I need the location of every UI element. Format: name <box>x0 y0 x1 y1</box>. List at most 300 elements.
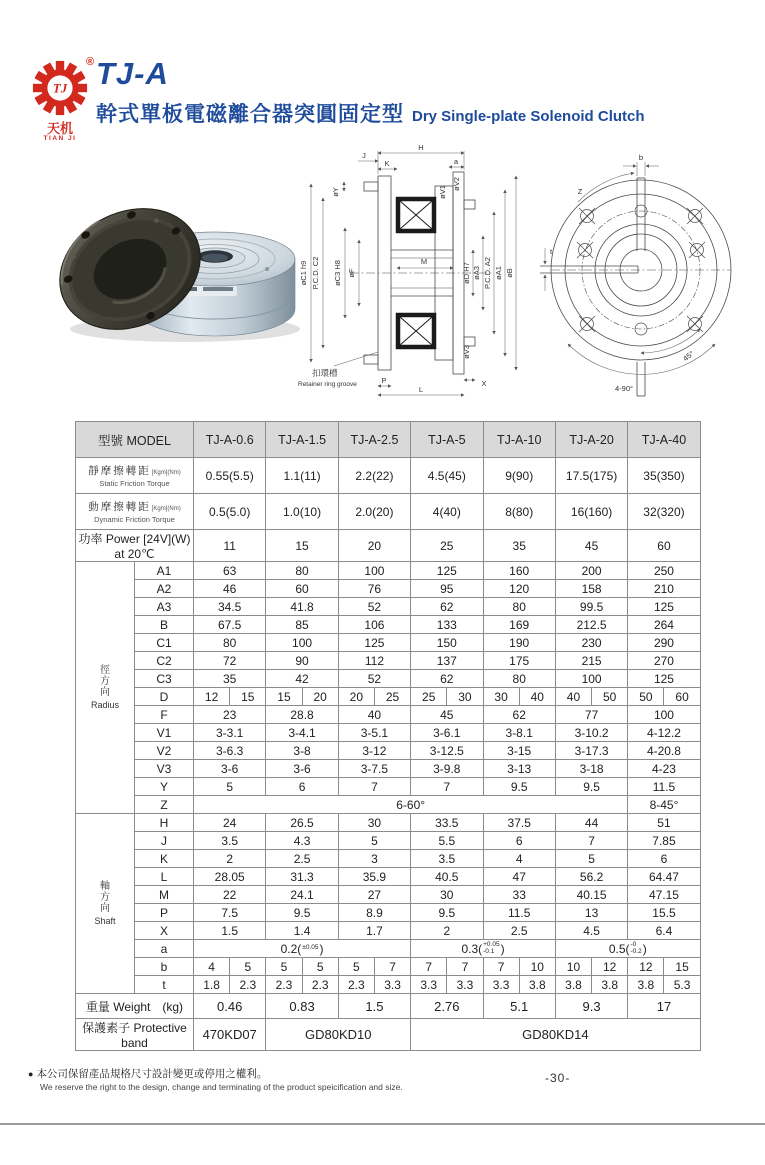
dim-label: Z <box>577 187 583 196</box>
param-label: H <box>135 814 194 832</box>
table-cell: 4 <box>483 850 555 868</box>
model-name: TJ-A-10 <box>483 422 555 458</box>
table-cell: 5 <box>338 958 374 976</box>
table-cell: 12 <box>628 958 664 976</box>
footnote <box>28 1066 403 1092</box>
param-label: V1 <box>135 724 194 742</box>
param-label: A3 <box>135 598 194 616</box>
table-cell: 2.3 <box>230 976 266 994</box>
table-cell: 24 <box>194 814 266 832</box>
table-cell: 9.5 <box>483 778 555 796</box>
dim-label: M <box>420 257 428 266</box>
table-cell: 2.3 <box>302 976 338 994</box>
table-cell: 60 <box>628 530 700 562</box>
table-cell: 3-4.1 <box>266 724 338 742</box>
table-cell: 6.4 <box>628 922 700 940</box>
table-cell: 7 <box>411 778 483 796</box>
table-cell: GD80KD14 <box>411 1019 701 1051</box>
table-row <box>76 742 701 760</box>
table-row <box>76 724 701 742</box>
table-cell: 2.3 <box>338 976 374 994</box>
dim-label: 45° <box>681 348 696 364</box>
table-cell: 60 <box>664 688 700 706</box>
table-row <box>76 904 701 922</box>
table-cell: 28.05 <box>194 868 266 886</box>
table-cell: 72 <box>194 652 266 670</box>
table-cell: 3-6 <box>194 760 266 778</box>
table-row <box>76 688 701 706</box>
table-cell: 52 <box>338 670 410 688</box>
retainer-groove-label-cn: 扣環槽 <box>312 368 338 378</box>
table-cell: 90 <box>266 652 338 670</box>
spec-table-wrap <box>75 421 701 1051</box>
table-cell: 8.9 <box>338 904 410 922</box>
table-cell: 31.3 <box>266 868 338 886</box>
brand-name-en: TIAN JI <box>43 135 77 142</box>
table-cell: 30 <box>447 688 483 706</box>
table-cell: 3-7.5 <box>338 760 410 778</box>
param-label: X <box>135 922 194 940</box>
table-cell: 24.1 <box>266 886 338 904</box>
table-cell: 40.15 <box>555 886 627 904</box>
table-cell: 41.8 <box>266 598 338 616</box>
table-cell: 35(350) <box>628 458 700 494</box>
table-cell: 6-60° <box>194 796 628 814</box>
param-label: a <box>135 940 194 958</box>
table-cell: 7 <box>555 832 627 850</box>
table-cell: 106 <box>338 616 410 634</box>
table-cell: 35.9 <box>338 868 410 886</box>
table-cell: 99.5 <box>555 598 627 616</box>
dim-label: X <box>481 379 487 388</box>
table-row <box>76 458 701 494</box>
table-cell: 2.3 <box>266 976 302 994</box>
cross-section-drawing <box>298 140 538 400</box>
table-cell: 2.5 <box>266 850 338 868</box>
table-cell: 62 <box>411 598 483 616</box>
table-cell: 5 <box>266 958 302 976</box>
bottom-rule <box>0 1123 765 1125</box>
dim-label: øV2 <box>452 177 461 191</box>
param-label: P <box>135 904 194 922</box>
page-subtitle <box>96 98 645 128</box>
dim-label: øB <box>505 268 514 278</box>
table-cell: 63 <box>194 562 266 580</box>
dim-label: øF <box>347 268 356 278</box>
table-cell: 3-8 <box>266 742 338 760</box>
table-cell: 3-6.3 <box>194 742 266 760</box>
table-cell: 210 <box>628 580 700 598</box>
table-cell: 100 <box>555 670 627 688</box>
table-cell: 5 <box>302 958 338 976</box>
dim-label: K <box>384 159 390 168</box>
brand-name-cn: 天机 <box>46 121 73 136</box>
table-cell: 40 <box>555 688 591 706</box>
table-cell: 22 <box>194 886 266 904</box>
table-cell: 1.1(11) <box>266 458 338 494</box>
table-cell: 44 <box>555 814 627 832</box>
table-cell: 15 <box>230 688 266 706</box>
table-cell: 80 <box>266 562 338 580</box>
subtitle-en: Dry Single-plate Solenoid Clutch <box>412 108 645 125</box>
table-cell: 4(40) <box>411 494 483 530</box>
table-cell: 3-13 <box>483 760 555 778</box>
table-cell: 15 <box>266 688 302 706</box>
table-row <box>76 922 701 940</box>
table-cell: 6 <box>628 850 700 868</box>
table-cell: 9.5 <box>411 904 483 922</box>
table-cell: 3.5 <box>194 832 266 850</box>
page-title: TJ-A <box>96 56 169 91</box>
param-label: B <box>135 616 194 634</box>
table-cell: 0.5(5.0) <box>194 494 266 530</box>
table-cell: 8(80) <box>483 494 555 530</box>
table-row <box>76 796 701 814</box>
table-cell: 133 <box>411 616 483 634</box>
table-cell: 11.5 <box>628 778 700 796</box>
table-cell: 56.2 <box>555 868 627 886</box>
table-cell: 30 <box>411 886 483 904</box>
table-cell: 5 <box>230 958 266 976</box>
param-label: V3 <box>135 760 194 778</box>
front-view-drawing <box>538 150 750 402</box>
table-cell: 47.15 <box>628 886 700 904</box>
table-cell: 42 <box>266 670 338 688</box>
model-name: TJ-A-1.5 <box>266 422 338 458</box>
table-cell: 20 <box>338 688 374 706</box>
param-label: L <box>135 868 194 886</box>
table-row <box>76 940 701 958</box>
table-cell: 11.5 <box>483 904 555 922</box>
table-cell: 77 <box>555 706 627 724</box>
table-cell: 33.5 <box>411 814 483 832</box>
table-cell: 4-20.8 <box>628 742 700 760</box>
table-cell: 5.1 <box>483 994 555 1019</box>
table-cell: 1.4 <box>266 922 338 940</box>
dim-label: 4-90° <box>614 384 634 393</box>
table-row <box>76 886 701 904</box>
table-cell: 40 <box>519 688 555 706</box>
table-cell: 3.3 <box>447 976 483 994</box>
table-cell: 4.5(45) <box>411 458 483 494</box>
tolerance-cell: 0.5( -0 -0.2 ) <box>555 940 700 958</box>
table-cell: 5 <box>194 778 266 796</box>
table-cell: 1.0(10) <box>266 494 338 530</box>
table-cell: 45 <box>555 530 627 562</box>
table-cell: 11 <box>194 530 266 562</box>
table-cell: 150 <box>411 634 483 652</box>
table-cell: 3.8 <box>519 976 555 994</box>
table-cell: 27 <box>338 886 410 904</box>
param-label: A2 <box>135 580 194 598</box>
table-cell: 137 <box>411 652 483 670</box>
table-row <box>76 850 701 868</box>
table-cell: 62 <box>483 706 555 724</box>
dim-label: øV1 <box>438 185 447 199</box>
table-cell: 3.8 <box>592 976 628 994</box>
table-cell: 20 <box>302 688 338 706</box>
table-cell: 10 <box>555 958 591 976</box>
table-cell: 7 <box>483 958 519 976</box>
table-cell: 3.3 <box>374 976 410 994</box>
table-cell: 28.8 <box>266 706 338 724</box>
model-header: 型號 MODEL <box>76 422 194 458</box>
table-cell: 32(320) <box>628 494 700 530</box>
table-cell: 35 <box>483 530 555 562</box>
group-label: 軸 方 向 Shaft <box>76 814 135 994</box>
table-row <box>76 670 701 688</box>
table-cell: 2 <box>194 850 266 868</box>
model-name: TJ-A-20 <box>555 422 627 458</box>
dim-label: øA3 <box>472 266 481 280</box>
table-cell: 12 <box>194 688 230 706</box>
table-cell: 100 <box>338 562 410 580</box>
table-cell: 7.85 <box>628 832 700 850</box>
table-cell: 3-3.1 <box>194 724 266 742</box>
table-cell: 3-18 <box>555 760 627 778</box>
table-row <box>76 994 701 1019</box>
dim-label: a <box>453 157 459 166</box>
table-cell: 125 <box>411 562 483 580</box>
table-cell: 52 <box>338 598 410 616</box>
table-cell: 9.3 <box>555 994 627 1019</box>
table-cell: 80 <box>483 670 555 688</box>
table-cell: 212.5 <box>555 616 627 634</box>
table-cell: 200 <box>555 562 627 580</box>
table-cell: 95 <box>411 580 483 598</box>
table-cell: 158 <box>555 580 627 598</box>
table-cell: 1.5 <box>194 922 266 940</box>
dim-label: b <box>638 153 644 162</box>
table-cell: 8-45° <box>628 796 700 814</box>
table-cell: 7 <box>374 958 410 976</box>
table-cell: 2.2(22) <box>338 458 410 494</box>
table-cell: 2.5 <box>483 922 555 940</box>
table-cell: 34.5 <box>194 598 266 616</box>
table-cell: 169 <box>483 616 555 634</box>
table-cell: 3 <box>338 850 410 868</box>
param-label: M <box>135 886 194 904</box>
dim-label: øA1 <box>494 266 503 280</box>
table-cell: 80 <box>483 598 555 616</box>
param-label: J <box>135 832 194 850</box>
table-cell: 20 <box>338 530 410 562</box>
table-cell: 15 <box>266 530 338 562</box>
table-row <box>76 530 701 562</box>
table-cell: 264 <box>628 616 700 634</box>
table-cell: 15.5 <box>628 904 700 922</box>
row-label: 功率 Power [24V](W) at 20℃ <box>76 530 194 562</box>
table-cell: 7 <box>447 958 483 976</box>
logo-monogram: TJ <box>52 80 68 96</box>
table-cell: 23 <box>194 706 266 724</box>
dim-label: P.C.D. C2 <box>311 256 320 290</box>
tolerance-cell: 0.3( +0.05 -0.1 ) <box>411 940 556 958</box>
table-cell: 0.55(5.5) <box>194 458 266 494</box>
table-cell: 4-23 <box>628 760 700 778</box>
table-row <box>76 868 701 886</box>
table-cell: 230 <box>555 634 627 652</box>
param-label: C2 <box>135 652 194 670</box>
param-label: C1 <box>135 634 194 652</box>
table-row <box>76 706 701 724</box>
table-cell: 3-17.3 <box>555 742 627 760</box>
table-row <box>76 760 701 778</box>
table-row <box>76 422 701 458</box>
table-cell: 40 <box>338 706 410 724</box>
dim-label: L <box>418 385 424 394</box>
table-cell: 125 <box>628 598 700 616</box>
model-name: TJ-A-40 <box>628 422 700 458</box>
table-cell: 3.3 <box>483 976 519 994</box>
param-label: C3 <box>135 670 194 688</box>
table-cell: 12 <box>592 958 628 976</box>
table-cell: 60 <box>266 580 338 598</box>
param-label: Y <box>135 778 194 796</box>
table-cell: 5 <box>555 850 627 868</box>
dim-label: øV3 <box>462 345 471 359</box>
param-label: K <box>135 850 194 868</box>
table-cell: 13 <box>555 904 627 922</box>
table-row <box>76 494 701 530</box>
registered-mark: ® <box>86 56 95 68</box>
table-row <box>76 778 701 796</box>
table-cell: 7 <box>338 778 410 796</box>
table-cell: 2 <box>411 922 483 940</box>
row-label: 保護素子 Protective band <box>76 1019 194 1051</box>
table-cell: 10 <box>519 958 555 976</box>
table-cell: 67.5 <box>194 616 266 634</box>
table-cell: 3-12 <box>338 742 410 760</box>
dim-label: øD H7 <box>462 262 471 284</box>
table-cell: 112 <box>338 652 410 670</box>
table-cell: 3-15 <box>483 742 555 760</box>
spec-table <box>75 421 701 1051</box>
dim-label: øC1 h9 <box>299 260 308 286</box>
table-cell: 30 <box>338 814 410 832</box>
table-cell: 50 <box>592 688 628 706</box>
brand-logo <box>28 56 95 143</box>
table-cell: 25 <box>411 530 483 562</box>
table-cell: 33 <box>483 886 555 904</box>
table-cell: 290 <box>628 634 700 652</box>
table-cell: 35 <box>194 670 266 688</box>
table-cell: 15 <box>664 958 700 976</box>
table-cell: 80 <box>194 634 266 652</box>
table-cell: 3.3 <box>411 976 447 994</box>
table-row <box>76 1019 701 1051</box>
table-cell: 9.5 <box>266 904 338 922</box>
table-cell: 30 <box>483 688 519 706</box>
table-cell: 0.83 <box>266 994 338 1019</box>
table-cell: 1.7 <box>338 922 410 940</box>
table-cell: 2.76 <box>411 994 483 1019</box>
row-label: 動摩擦轉距[Kgm](Nm) Dynamic Friction Torque <box>76 494 194 530</box>
table-cell: 17 <box>628 994 700 1019</box>
table-cell: 3-6 <box>266 760 338 778</box>
param-label: b <box>135 958 194 976</box>
table-cell: 51 <box>628 814 700 832</box>
table-cell: 3-9.8 <box>411 760 483 778</box>
table-cell: 125 <box>338 634 410 652</box>
table-cell: 16(160) <box>555 494 627 530</box>
param-label: A1 <box>135 562 194 580</box>
table-cell: 470KD07 <box>194 1019 266 1051</box>
table-cell: 0.46 <box>194 994 266 1019</box>
table-cell: 40.5 <box>411 868 483 886</box>
table-cell: 47 <box>483 868 555 886</box>
table-row <box>76 832 701 850</box>
table-cell: 6 <box>266 778 338 796</box>
dim-label: H <box>418 143 424 152</box>
table-cell: 160 <box>483 562 555 580</box>
table-cell: 4 <box>194 958 230 976</box>
dim-label: t <box>549 247 553 256</box>
table-cell: 7.5 <box>194 904 266 922</box>
table-cell: 3-10.2 <box>555 724 627 742</box>
table-row <box>76 616 701 634</box>
model-name: TJ-A-2.5 <box>338 422 410 458</box>
table-row <box>76 652 701 670</box>
table-row <box>76 814 701 832</box>
table-row <box>76 958 701 976</box>
table-cell: 5.3 <box>664 976 700 994</box>
clutch-product-photo <box>55 183 307 345</box>
param-label: t <box>135 976 194 994</box>
table-cell: 62 <box>411 670 483 688</box>
retainer-groove-label-en: Retainer ring groove <box>298 381 357 388</box>
row-label: 重量 Weight (kg) <box>76 994 194 1019</box>
table-cell: 45 <box>411 706 483 724</box>
table-cell: 4.5 <box>555 922 627 940</box>
dim-label: P.C.D. A2 <box>483 257 492 289</box>
table-cell: 3-5.1 <box>338 724 410 742</box>
table-cell: 175 <box>483 652 555 670</box>
footnote-en: We reserve the right to the design, change and terminating of the product speicification and size. <box>40 1082 403 1092</box>
row-label: 靜摩擦轉距[Kgm](Nm) Static Friction Torque <box>76 458 194 494</box>
table-cell: 190 <box>483 634 555 652</box>
table-row <box>76 562 701 580</box>
bullet-icon: ● <box>28 1069 34 1079</box>
table-row <box>76 976 701 994</box>
table-cell: 9.5 <box>555 778 627 796</box>
dim-label: øY <box>331 187 340 197</box>
table-cell: 125 <box>628 670 700 688</box>
table-row <box>76 598 701 616</box>
table-cell: 5 <box>338 832 410 850</box>
table-cell: 26.5 <box>266 814 338 832</box>
table-cell: 4.3 <box>266 832 338 850</box>
table-row <box>76 634 701 652</box>
param-label: V2 <box>135 742 194 760</box>
page-number: -30- <box>545 1071 571 1085</box>
table-cell: 76 <box>338 580 410 598</box>
table-cell: 17.5(175) <box>555 458 627 494</box>
table-cell: 1.5 <box>338 994 410 1019</box>
dim-label: P <box>381 376 387 385</box>
table-cell: 85 <box>266 616 338 634</box>
model-name: TJ-A-0.6 <box>194 422 266 458</box>
footnote-cn: ● 本公司保留產品規格尺寸設計變更或停用之權利。 <box>28 1068 268 1080</box>
dim-label: J <box>362 151 366 160</box>
table-cell: 1.8 <box>194 976 230 994</box>
model-name: TJ-A-5 <box>411 422 483 458</box>
table-cell: 46 <box>194 580 266 598</box>
table-row <box>76 580 701 598</box>
table-cell: 3.8 <box>555 976 591 994</box>
table-cell: 37.5 <box>483 814 555 832</box>
table-cell: 100 <box>266 634 338 652</box>
